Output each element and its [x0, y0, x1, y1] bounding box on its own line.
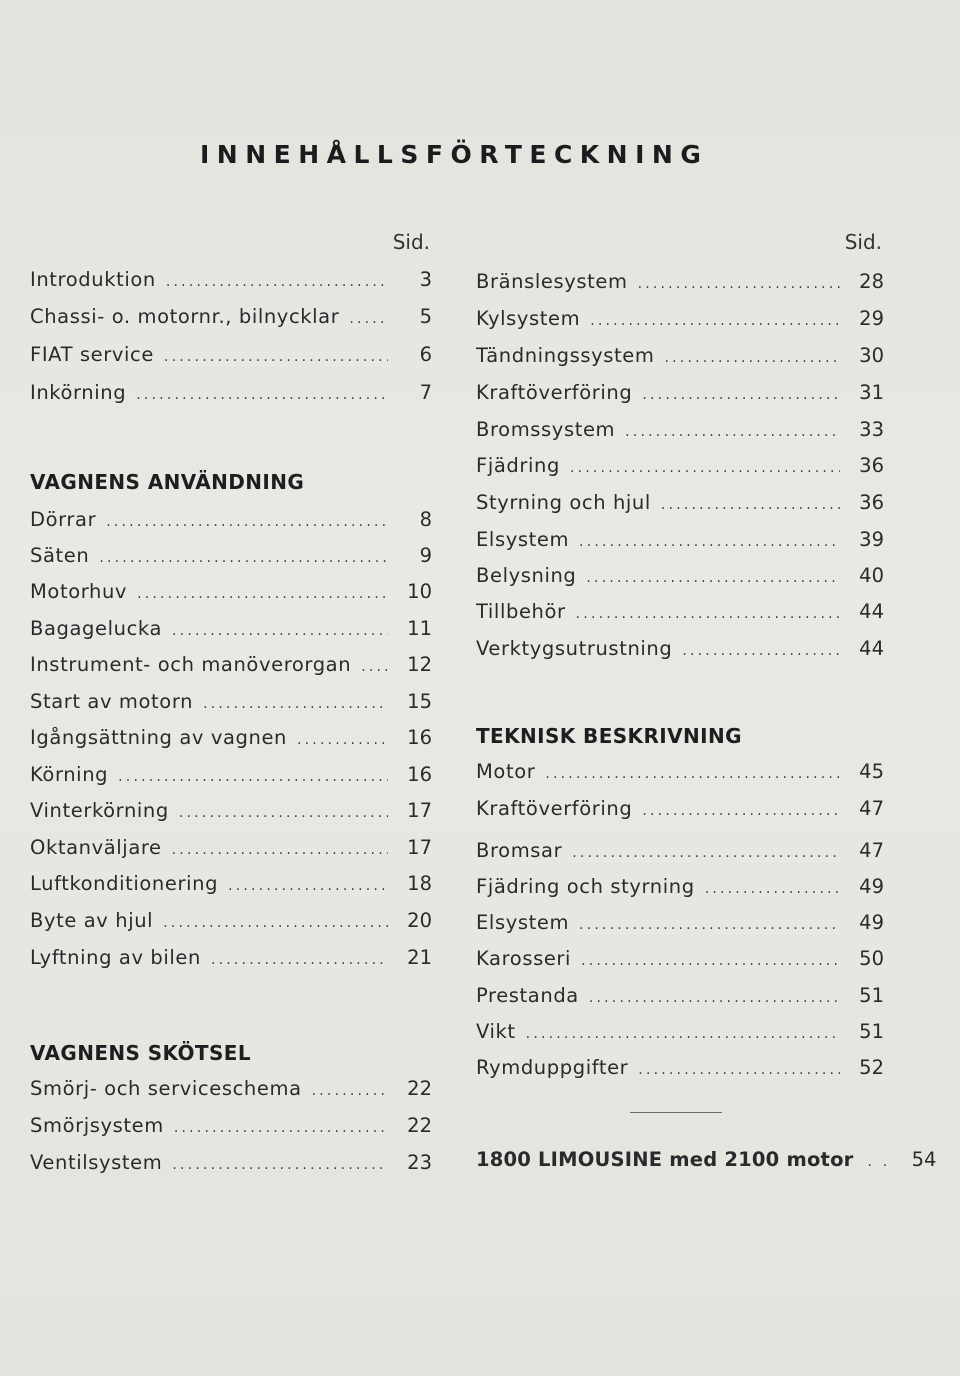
- toc-entry: [30, 690, 432, 718]
- toc-entry-appendix: [476, 1148, 937, 1176]
- toc-entry: [30, 617, 432, 645]
- toc-entry-label: 1800 LIMOUSINE med 2100 motor: [476, 1148, 854, 1171]
- toc-entry: [476, 600, 884, 628]
- dot-leader: [589, 990, 840, 1006]
- dot-leader: [586, 570, 840, 586]
- dot-leader: [136, 387, 388, 403]
- toc-entry-label: Tändningssystem: [476, 344, 655, 367]
- toc-entry-label: Motor: [476, 760, 536, 783]
- toc-entry: [30, 946, 432, 974]
- dot-leader: [576, 606, 840, 622]
- dot-leader: [579, 534, 840, 550]
- dot-leader: [312, 1083, 388, 1099]
- toc-entry-page: 44: [859, 600, 884, 623]
- dot-leader: [642, 803, 840, 819]
- toc-entry-page: 16: [407, 763, 432, 786]
- toc-entry-page: 22: [407, 1114, 432, 1137]
- toc-entry: [476, 911, 884, 939]
- toc-entry: [30, 508, 432, 536]
- toc-entry: [476, 1056, 884, 1084]
- toc-entry-label: Smörj- och serviceschema: [30, 1077, 302, 1100]
- toc-entry-label: Inkörning: [30, 381, 127, 404]
- toc-entry-page: 12: [407, 653, 432, 676]
- toc-entry: [476, 760, 884, 788]
- toc-entry: [476, 1020, 884, 1048]
- toc-entry-page: 40: [859, 564, 884, 587]
- toc-entry-page: 20: [407, 909, 432, 932]
- toc-entry-page: 45: [859, 760, 884, 783]
- toc-entry-label: Elsystem: [476, 911, 570, 934]
- separator-rule: [630, 1112, 722, 1113]
- section-heading: TEKNISK BESKRIVNING: [476, 724, 742, 748]
- section-heading: VAGNENS SKÖTSEL: [30, 1041, 251, 1065]
- toc-entry: [476, 344, 884, 372]
- toc-entry: [476, 797, 884, 825]
- toc-entry-label: Elsystem: [476, 528, 570, 551]
- toc-entry: [476, 418, 884, 446]
- toc-entry: [476, 875, 884, 903]
- toc-entry-page: 30: [859, 344, 884, 367]
- dot-leader: [118, 769, 388, 785]
- dot-leader: [203, 696, 388, 712]
- toc-entry-page: 36: [859, 491, 884, 514]
- toc-entry-page: 54: [911, 1148, 937, 1171]
- toc-entry-label: Kylsystem: [476, 307, 581, 330]
- toc-entry-label: Prestanda: [476, 984, 579, 1007]
- toc-entry-page: 5: [419, 305, 432, 328]
- toc-entry-page: 9: [419, 544, 432, 567]
- toc-entry-label: Oktanväljare: [30, 836, 162, 859]
- dot-leader: [228, 878, 388, 894]
- toc-entry-label: Fjädring: [476, 454, 560, 477]
- dot-leader: [137, 586, 388, 602]
- toc-entry-page: 44: [859, 637, 884, 660]
- toc-entry-page: 17: [407, 799, 432, 822]
- toc-entry: [30, 343, 432, 371]
- toc-entry: [30, 653, 432, 681]
- toc-entry-label: Igångsättning av vagnen: [30, 726, 287, 749]
- toc-entry-page: 22: [407, 1077, 432, 1100]
- toc-entry-page: 7: [419, 381, 432, 404]
- toc-entry: [476, 984, 884, 1012]
- toc-entry: [476, 947, 884, 975]
- toc-entry: [30, 544, 432, 572]
- toc-entry-page: 8: [419, 508, 432, 531]
- toc-entry-label: Bränslesystem: [476, 270, 628, 293]
- page-column-header: Sid.: [844, 230, 882, 254]
- dot-leader: [211, 952, 388, 968]
- dot-leader: [705, 881, 840, 897]
- dot-leader: [570, 460, 840, 476]
- toc-entry-page: 6: [419, 343, 432, 366]
- toc-entry-page: 50: [859, 947, 884, 970]
- toc-entry: [476, 564, 884, 592]
- dot-leader: [590, 313, 840, 329]
- dot-leader: [179, 805, 388, 821]
- dot-leader: [361, 659, 388, 675]
- toc-entry-page: 51: [859, 1020, 884, 1043]
- dot-leader: [665, 350, 841, 366]
- toc-entry-label: Vinterkörning: [30, 799, 169, 822]
- toc-entry-page: 33: [859, 418, 884, 441]
- dot-leader: [545, 766, 840, 782]
- dot-leader: [526, 1026, 840, 1042]
- toc-entry-page: 47: [859, 839, 884, 862]
- toc-entry-label: Smörjsystem: [30, 1114, 164, 1137]
- toc-entry-label: FIAT service: [30, 343, 154, 366]
- dot-leader: [625, 424, 840, 440]
- toc-entry: [30, 381, 432, 409]
- dot-leader: [99, 550, 388, 566]
- toc-entry-label: Motorhuv: [30, 580, 128, 603]
- toc-entry-page: 52: [859, 1056, 884, 1079]
- dot-leader: [164, 349, 388, 365]
- dot-leader: [174, 1120, 388, 1136]
- toc-entry-label: Vikt: [476, 1020, 516, 1043]
- toc-entry: [476, 307, 884, 335]
- page-title: INNEHÅLLSFÖRTECKNING: [200, 140, 709, 169]
- toc-entry-label: Rymduppgifter: [476, 1056, 629, 1079]
- toc-entry-page: 49: [859, 875, 884, 898]
- dot-leader: [642, 387, 840, 403]
- toc-entry-page: 51: [859, 984, 884, 1007]
- toc-entry-label: Instrument- och manöverorgan: [30, 653, 352, 676]
- toc-entry-label: Säten: [30, 544, 90, 567]
- toc-entry: [476, 528, 884, 556]
- dot-leader: [581, 953, 840, 969]
- dot-leader: [166, 274, 388, 290]
- toc-entry-label: Karosseri: [476, 947, 572, 970]
- dot-leader: [682, 643, 840, 659]
- dot-leader: [572, 845, 840, 861]
- toc-entry: [30, 726, 432, 754]
- toc-entry-label: Dörrar: [30, 508, 97, 531]
- dot-leader: [172, 842, 388, 858]
- toc-entry-page: 11: [407, 617, 432, 640]
- toc-entry-page: 39: [859, 528, 884, 551]
- toc-entry-label: Fjädring och styrning: [476, 875, 695, 898]
- toc-entry: [30, 305, 432, 333]
- toc-entry-page: 49: [859, 911, 884, 934]
- dot-leader: [163, 915, 388, 931]
- toc-entry-page: 47: [859, 797, 884, 820]
- toc-entry: [30, 1114, 432, 1142]
- toc-entry: [30, 268, 432, 296]
- toc-entry-label: Verktygsutrustning: [476, 637, 673, 660]
- toc-entry-page: 23: [407, 1151, 432, 1174]
- toc-entry-label: Belysning: [476, 564, 577, 587]
- toc-entry-label: Ventilsystem: [30, 1151, 163, 1174]
- toc-entry-label: Chassi- o. motornr., bilnycklar: [30, 305, 340, 328]
- dot-leader: [172, 623, 388, 639]
- toc-entry-label: Byte av hjul: [30, 909, 154, 932]
- toc-entry-label: Kraftöverföring: [476, 797, 633, 820]
- toc-entry-label: Körning: [30, 763, 109, 786]
- toc-entry-page: 31: [859, 381, 884, 404]
- toc-entry-page: 21: [407, 946, 432, 969]
- toc-entry-page: 18: [407, 872, 432, 895]
- toc-entry: [30, 1151, 432, 1179]
- dot-leader: [297, 732, 388, 748]
- toc-entry-label: Introduktion: [30, 268, 156, 291]
- toc-entry-page: 16: [407, 726, 432, 749]
- page-column-header: Sid.: [392, 230, 430, 254]
- toc-entry: [476, 454, 884, 482]
- dot-leader: [172, 1157, 388, 1173]
- toc-entry: [476, 381, 884, 409]
- dot-leader: [638, 1062, 840, 1078]
- toc-entry-page: 36: [859, 454, 884, 477]
- dot-leader: [579, 917, 840, 933]
- toc-entry: [476, 491, 884, 519]
- dot-leader: [661, 497, 840, 513]
- toc-entry: [476, 637, 884, 665]
- toc-entry-label: Start av motorn: [30, 690, 194, 713]
- toc-entry-page: 17: [407, 836, 432, 859]
- toc-entry-page: 15: [407, 690, 432, 713]
- dot-leader: [349, 311, 388, 327]
- toc-entry-page: 29: [859, 307, 884, 330]
- toc-entry-label: Kraftöverföring: [476, 381, 633, 404]
- toc-entry-page: 28: [859, 270, 884, 293]
- toc-entry: [30, 1077, 432, 1105]
- toc-entry-label: Luftkonditionering: [30, 872, 219, 895]
- toc-entry-label: Lyftning av bilen: [30, 946, 201, 969]
- toc-entry: [476, 839, 884, 867]
- toc-entry: [30, 580, 432, 608]
- toc-entry: [30, 763, 432, 791]
- dot-leader: [106, 514, 388, 530]
- toc-entry-label: Tillbehör: [476, 600, 566, 623]
- toc-entry-page: 10: [407, 580, 432, 603]
- toc-entry: [30, 799, 432, 827]
- toc-entry: [30, 872, 432, 900]
- toc-entry-page: 3: [419, 268, 432, 291]
- toc-entry: [30, 836, 432, 864]
- toc-entry: [476, 270, 884, 298]
- toc-entry: [30, 909, 432, 937]
- dot-leader: [638, 276, 840, 292]
- toc-entry-label: Bromsar: [476, 839, 563, 862]
- dot-leader: [868, 1154, 891, 1170]
- section-heading: VAGNENS ANVÄNDNING: [30, 470, 305, 494]
- toc-entry-label: Styrning och hjul: [476, 491, 651, 514]
- toc-entry-label: Bromssystem: [476, 418, 616, 441]
- toc-entry-label: Bagagelucka: [30, 617, 163, 640]
